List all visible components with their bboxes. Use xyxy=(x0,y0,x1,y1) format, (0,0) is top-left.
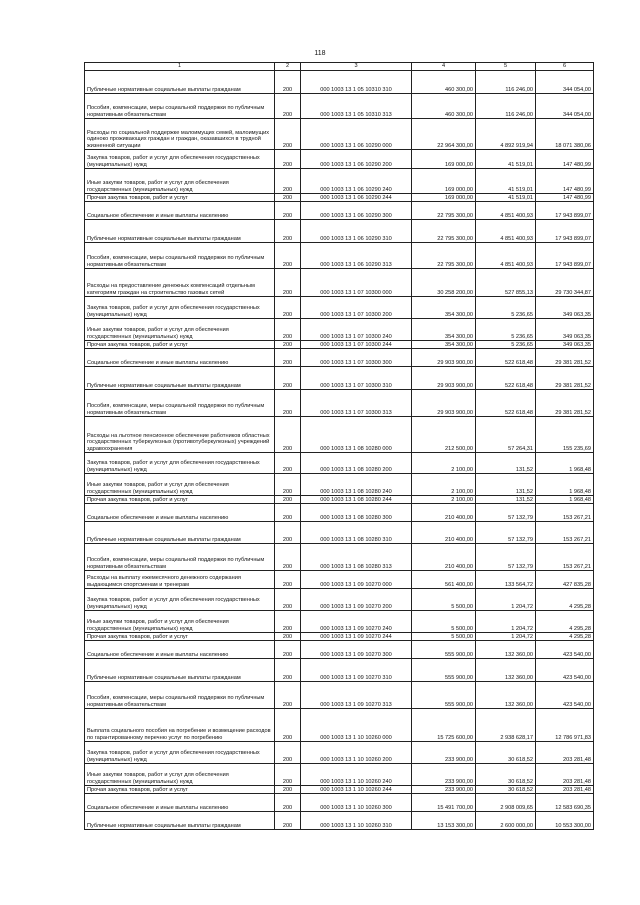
row-value-4: 13 153 300,00 xyxy=(412,812,476,830)
row-value-4: 212 500,00 xyxy=(412,417,476,453)
row-name: Закупка товаров, работ и услуг для обеспечения государственных (муниципальных) нужд xyxy=(85,742,275,764)
row-value-4: 460 300,00 xyxy=(412,94,476,119)
column-header: 5 xyxy=(476,63,536,71)
row-value-6: 153 267,21 xyxy=(536,544,594,571)
table-row xyxy=(85,269,594,297)
row-value-5: 131,52 xyxy=(476,453,536,474)
row-value-6: 29 381 281,52 xyxy=(536,390,594,417)
row-col2: 200 xyxy=(275,633,301,641)
row-value-5: 30 618,52 xyxy=(476,786,536,794)
row-value-6: 17 943 899,07 xyxy=(536,202,594,220)
row-value-4: 460 300,00 xyxy=(412,71,476,94)
row-value-6: 10 553 300,00 xyxy=(536,812,594,830)
row-value-5: 41 519,01 xyxy=(476,150,536,169)
row-value-6: 427 835,28 xyxy=(536,571,594,589)
row-name: Социальное обеспечение и иные выплаты населению xyxy=(85,349,275,367)
row-col2: 200 xyxy=(275,243,301,269)
row-name: Иные закупки товаров, работ и услуг для обеспечения государственных (муниципальных) нужд xyxy=(85,611,275,633)
row-col2: 200 xyxy=(275,71,301,94)
row-code: 000 1003 13 1 09 10270 313 xyxy=(301,682,412,709)
table-row xyxy=(85,169,594,194)
row-name: Социальное обеспечение и иные выплаты населению xyxy=(85,794,275,812)
row-col2: 200 xyxy=(275,659,301,682)
table-row xyxy=(85,496,594,504)
table-row xyxy=(85,297,594,319)
table-row xyxy=(85,659,594,682)
table-row xyxy=(85,742,594,764)
row-code: 000 1003 13 1 06 10290 200 xyxy=(301,150,412,169)
row-col2: 200 xyxy=(275,297,301,319)
row-code: 000 1003 13 1 07 10300 240 xyxy=(301,319,412,341)
table-row xyxy=(85,341,594,349)
row-code: 000 1003 13 1 08 10280 300 xyxy=(301,504,412,522)
row-name: Публичные нормативные социальные выплаты гражданам xyxy=(85,367,275,390)
row-value-4: 354 300,00 xyxy=(412,297,476,319)
row-value-4: 29 903 900,00 xyxy=(412,367,476,390)
page-number: 118 xyxy=(314,50,326,57)
table-row xyxy=(85,764,594,786)
row-name: Закупка товаров, работ и услуг для обеспечения государственных (муниципальных) нужд xyxy=(85,297,275,319)
row-value-5: 132 360,00 xyxy=(476,659,536,682)
row-value-6: 29 381 281,52 xyxy=(536,349,594,367)
row-code: 000 1003 13 1 07 10300 244 xyxy=(301,341,412,349)
row-value-5: 30 618,52 xyxy=(476,764,536,786)
row-value-4: 354 300,00 xyxy=(412,341,476,349)
table-row xyxy=(85,589,594,611)
row-value-5: 131,52 xyxy=(476,496,536,504)
row-value-5: 1 204,72 xyxy=(476,611,536,633)
row-col2: 200 xyxy=(275,169,301,194)
row-col2: 200 xyxy=(275,786,301,794)
row-name: Публичные нормативные социальные выплаты гражданам xyxy=(85,71,275,94)
row-value-5: 132 360,00 xyxy=(476,641,536,659)
table-row xyxy=(85,119,594,150)
row-col2: 200 xyxy=(275,474,301,496)
row-value-6: 29 381 281,52 xyxy=(536,367,594,390)
row-value-6: 344 054,00 xyxy=(536,94,594,119)
table-row xyxy=(85,504,594,522)
row-code: 000 1003 13 1 06 10290 240 xyxy=(301,169,412,194)
row-value-5: 5 236,65 xyxy=(476,341,536,349)
table-row xyxy=(85,641,594,659)
row-code: 000 1003 13 1 08 10280 200 xyxy=(301,453,412,474)
row-value-5: 57 264,31 xyxy=(476,417,536,453)
row-value-4: 169 000,00 xyxy=(412,169,476,194)
row-name: Пособия, компенсации, меры социальной поддержки по публичным нормативным обязательствам xyxy=(85,94,275,119)
row-value-4: 2 100,00 xyxy=(412,496,476,504)
row-value-5: 4 851 400,93 xyxy=(476,243,536,269)
row-value-6: 147 480,99 xyxy=(536,169,594,194)
row-col2: 200 xyxy=(275,349,301,367)
row-name: Публичные нормативные социальные выплаты гражданам xyxy=(85,220,275,243)
table-row xyxy=(85,71,594,94)
table-row xyxy=(85,682,594,709)
table-row xyxy=(85,194,594,202)
row-col2: 200 xyxy=(275,390,301,417)
row-value-4: 5 500,00 xyxy=(412,589,476,611)
row-value-6: 153 267,21 xyxy=(536,504,594,522)
row-value-5: 1 204,72 xyxy=(476,633,536,641)
table-row xyxy=(85,709,594,742)
row-value-5: 132 360,00 xyxy=(476,682,536,709)
row-value-5: 527 855,13 xyxy=(476,269,536,297)
row-col2: 200 xyxy=(275,709,301,742)
row-value-4: 555 900,00 xyxy=(412,659,476,682)
row-code: 000 1003 13 1 05 10310 310 xyxy=(301,71,412,94)
row-value-6: 1 968,48 xyxy=(536,496,594,504)
row-value-4: 210 400,00 xyxy=(412,544,476,571)
table-row xyxy=(85,202,594,220)
row-code: 000 1003 13 1 09 10270 000 xyxy=(301,571,412,589)
row-value-6: 344 054,00 xyxy=(536,71,594,94)
row-col2: 200 xyxy=(275,742,301,764)
row-value-4: 29 903 900,00 xyxy=(412,390,476,417)
row-value-6: 4 295,28 xyxy=(536,589,594,611)
row-value-5: 1 204,72 xyxy=(476,589,536,611)
row-value-6: 4 295,28 xyxy=(536,611,594,633)
row-code: 000 1003 13 1 06 10290 310 xyxy=(301,220,412,243)
row-value-4: 22 795 300,00 xyxy=(412,243,476,269)
table-row xyxy=(85,633,594,641)
row-value-6: 203 281,48 xyxy=(536,742,594,764)
row-col2: 200 xyxy=(275,764,301,786)
row-code: 000 1003 13 1 09 10270 200 xyxy=(301,589,412,611)
row-col2: 200 xyxy=(275,202,301,220)
row-value-5: 5 236,65 xyxy=(476,297,536,319)
row-name: Иные закупки товаров, работ и услуг для обеспечения государственных (муниципальных) нужд xyxy=(85,764,275,786)
row-value-5: 57 132,79 xyxy=(476,522,536,544)
row-value-5: 2 908 009,65 xyxy=(476,794,536,812)
row-value-5: 5 236,65 xyxy=(476,319,536,341)
table-row xyxy=(85,571,594,589)
row-value-5: 522 618,48 xyxy=(476,390,536,417)
row-value-6: 12 583 690,35 xyxy=(536,794,594,812)
row-value-5: 57 132,79 xyxy=(476,504,536,522)
row-value-5: 41 519,01 xyxy=(476,194,536,202)
row-value-4: 22 795 300,00 xyxy=(412,220,476,243)
row-value-6: 423 540,00 xyxy=(536,682,594,709)
row-col2: 200 xyxy=(275,496,301,504)
row-value-5: 131,52 xyxy=(476,474,536,496)
row-value-4: 15 491 700,00 xyxy=(412,794,476,812)
row-value-6: 1 968,48 xyxy=(536,474,594,496)
row-value-5: 2 600 000,00 xyxy=(476,812,536,830)
row-value-4: 210 400,00 xyxy=(412,504,476,522)
row-name: Публичные нормативные социальные выплаты гражданам xyxy=(85,522,275,544)
row-value-4: 169 000,00 xyxy=(412,194,476,202)
row-code: 000 1003 13 1 07 10300 300 xyxy=(301,349,412,367)
row-code: 000 1003 13 1 06 10290 244 xyxy=(301,194,412,202)
row-name: Публичные нормативные социальные выплаты гражданам xyxy=(85,659,275,682)
row-name: Закупка товаров, работ и услуг для обеспечения государственных (муниципальных) нужд xyxy=(85,589,275,611)
row-code: 000 1003 13 1 09 10270 300 xyxy=(301,641,412,659)
row-value-4: 29 903 900,00 xyxy=(412,349,476,367)
row-code: 000 1003 13 1 07 10300 000 xyxy=(301,269,412,297)
row-value-4: 2 100,00 xyxy=(412,453,476,474)
row-value-4: 5 500,00 xyxy=(412,633,476,641)
row-value-5: 41 519,01 xyxy=(476,169,536,194)
column-header: 1 xyxy=(85,63,275,71)
row-col2: 200 xyxy=(275,94,301,119)
row-code: 000 1003 13 1 08 10280 313 xyxy=(301,544,412,571)
row-value-6: 1 968,48 xyxy=(536,453,594,474)
row-value-5: 133 564,72 xyxy=(476,571,536,589)
row-value-5: 522 618,48 xyxy=(476,367,536,390)
row-name: Расходы по социальной поддержке малоимущих семей, малоимущих одиноко проживающих граждан и граждан, оказавшихся в трудной жизненной ситуации xyxy=(85,119,275,150)
row-code: 000 1003 13 1 08 10280 244 xyxy=(301,496,412,504)
table-body xyxy=(85,63,594,830)
row-code: 000 1003 13 1 08 10280 240 xyxy=(301,474,412,496)
row-col2: 200 xyxy=(275,269,301,297)
row-col2: 200 xyxy=(275,812,301,830)
row-value-6: 17 943 899,07 xyxy=(536,243,594,269)
row-code: 000 1003 13 1 07 10300 200 xyxy=(301,297,412,319)
table-row xyxy=(85,417,594,453)
row-value-6: 203 281,48 xyxy=(536,786,594,794)
row-value-4: 233 900,00 xyxy=(412,786,476,794)
row-name: Социальное обеспечение и иные выплаты населению xyxy=(85,202,275,220)
table-row xyxy=(85,474,594,496)
row-value-4: 555 900,00 xyxy=(412,682,476,709)
row-value-6: 423 540,00 xyxy=(536,659,594,682)
row-name: Пособия, компенсации, меры социальной поддержки по публичным нормативным обязательствам xyxy=(85,390,275,417)
table-row xyxy=(85,243,594,269)
table-row xyxy=(85,367,594,390)
row-value-6: 18 071 380,06 xyxy=(536,119,594,150)
row-value-6: 349 063,35 xyxy=(536,341,594,349)
row-value-5: 4 851 400,93 xyxy=(476,220,536,243)
budget-table xyxy=(84,62,594,830)
row-col2: 200 xyxy=(275,417,301,453)
row-value-4: 2 100,00 xyxy=(412,474,476,496)
table-row xyxy=(85,544,594,571)
row-col2: 200 xyxy=(275,682,301,709)
row-name: Социальное обеспечение и иные выплаты населению xyxy=(85,504,275,522)
row-value-6: 4 295,28 xyxy=(536,633,594,641)
row-col2: 200 xyxy=(275,220,301,243)
table-row xyxy=(85,794,594,812)
table-row xyxy=(85,94,594,119)
row-code: 000 1003 13 1 09 10270 244 xyxy=(301,633,412,641)
row-name: Прочая закупка товаров, работ и услуг xyxy=(85,633,275,641)
row-code: 000 1003 13 1 10 10260 310 xyxy=(301,812,412,830)
table-row xyxy=(85,812,594,830)
column-header-row xyxy=(85,63,594,71)
row-col2: 200 xyxy=(275,611,301,633)
column-header: 4 xyxy=(412,63,476,71)
row-value-4: 233 900,00 xyxy=(412,764,476,786)
row-name: Закупка товаров, работ и услуг для обеспечения государственных (муниципальных) нужд xyxy=(85,453,275,474)
row-value-5: 522 618,48 xyxy=(476,349,536,367)
row-name: Расходы на предоставление денежных компенсаций отдельным категориям граждан на строительство газовых сетей xyxy=(85,269,275,297)
row-value-6: 349 063,35 xyxy=(536,297,594,319)
table-row xyxy=(85,349,594,367)
row-name: Закупка товаров, работ и услуг для обеспечения государственных (муниципальных) нужд xyxy=(85,150,275,169)
row-col2: 200 xyxy=(275,341,301,349)
row-code: 000 1003 13 1 05 10310 313 xyxy=(301,94,412,119)
row-code: 000 1003 13 1 09 10270 310 xyxy=(301,659,412,682)
row-code: 000 1003 13 1 08 10280 000 xyxy=(301,417,412,453)
row-name: Социальное обеспечение и иные выплаты населению xyxy=(85,641,275,659)
column-header: 6 xyxy=(536,63,594,71)
table-row xyxy=(85,220,594,243)
row-col2: 200 xyxy=(275,453,301,474)
row-value-6: 147 480,99 xyxy=(536,150,594,169)
row-name: Расходы на выплату ежемесячного денежного содержания выдающимся спортсменам и тренерам xyxy=(85,571,275,589)
row-value-4: 169 000,00 xyxy=(412,150,476,169)
row-code: 000 1003 13 1 10 10260 000 xyxy=(301,709,412,742)
row-name: Прочая закупка товаров, работ и услуг xyxy=(85,496,275,504)
row-code: 000 1003 13 1 09 10270 240 xyxy=(301,611,412,633)
row-col2: 200 xyxy=(275,589,301,611)
row-col2: 200 xyxy=(275,367,301,390)
row-name: Пособия, компенсации, меры социальной поддержки по публичным нормативным обязательствам xyxy=(85,682,275,709)
table-row xyxy=(85,453,594,474)
table-row xyxy=(85,611,594,633)
row-col2: 200 xyxy=(275,571,301,589)
row-value-6: 203 281,48 xyxy=(536,764,594,786)
column-header: 3 xyxy=(301,63,412,71)
row-value-4: 561 400,00 xyxy=(412,571,476,589)
row-value-5: 4 851 400,93 xyxy=(476,202,536,220)
row-value-5: 2 938 628,17 xyxy=(476,709,536,742)
row-value-5: 57 132,79 xyxy=(476,544,536,571)
row-value-4: 22 964 300,00 xyxy=(412,119,476,150)
row-code: 000 1003 13 1 06 10290 000 xyxy=(301,119,412,150)
row-value-4: 354 300,00 xyxy=(412,319,476,341)
table-row xyxy=(85,319,594,341)
row-value-4: 233 900,00 xyxy=(412,742,476,764)
row-name: Пособия, компенсации, меры социальной поддержки по публичным нормативным обязательствам xyxy=(85,243,275,269)
row-name: Прочая закупка товаров, работ и услуг xyxy=(85,786,275,794)
row-value-4: 22 795 300,00 xyxy=(412,202,476,220)
row-col2: 200 xyxy=(275,794,301,812)
row-name: Публичные нормативные социальные выплаты гражданам xyxy=(85,812,275,830)
row-col2: 200 xyxy=(275,150,301,169)
row-code: 000 1003 13 1 06 10290 300 xyxy=(301,202,412,220)
row-value-6: 147 480,99 xyxy=(536,194,594,202)
row-value-6: 29 730 344,87 xyxy=(536,269,594,297)
row-value-6: 153 267,21 xyxy=(536,522,594,544)
row-name: Выплата социального пособия на погребение и возмещение расходов по гарантированному перечню услуг по погребению xyxy=(85,709,275,742)
row-value-4: 5 500,00 xyxy=(412,611,476,633)
row-code: 000 1003 13 1 07 10300 313 xyxy=(301,390,412,417)
row-value-6: 17 943 899,07 xyxy=(536,220,594,243)
row-col2: 200 xyxy=(275,319,301,341)
row-name: Расходы на льготное пенсионное обеспечение работников областных государственных туберкулезных (противотуберкулезных) учреждений здравоохранения xyxy=(85,417,275,453)
row-code: 000 1003 13 1 10 10260 244 xyxy=(301,786,412,794)
row-col2: 200 xyxy=(275,641,301,659)
row-value-6: 155 235,69 xyxy=(536,417,594,453)
table-row xyxy=(85,786,594,794)
row-value-5: 116 246,00 xyxy=(476,94,536,119)
row-col2: 200 xyxy=(275,522,301,544)
row-value-6: 12 786 971,83 xyxy=(536,709,594,742)
row-value-4: 555 900,00 xyxy=(412,641,476,659)
row-name: Прочая закупка товаров, работ и услуг xyxy=(85,341,275,349)
row-name: Прочая закупка товаров, работ и услуг xyxy=(85,194,275,202)
row-name: Иные закупки товаров, работ и услуг для обеспечения государственных (муниципальных) нужд xyxy=(85,169,275,194)
row-code: 000 1003 13 1 06 10290 313 xyxy=(301,243,412,269)
row-value-5: 116 246,00 xyxy=(476,71,536,94)
row-value-5: 4 892 919,94 xyxy=(476,119,536,150)
row-name: Иные закупки товаров, работ и услуг для обеспечения государственных (муниципальных) нужд xyxy=(85,474,275,496)
row-code: 000 1003 13 1 08 10280 310 xyxy=(301,522,412,544)
row-name: Пособия, компенсации, меры социальной поддержки по публичным нормативным обязательствам xyxy=(85,544,275,571)
table-row xyxy=(85,150,594,169)
row-value-6: 349 063,35 xyxy=(536,319,594,341)
row-code: 000 1003 13 1 10 10260 240 xyxy=(301,764,412,786)
table-row xyxy=(85,522,594,544)
row-value-4: 210 400,00 xyxy=(412,522,476,544)
row-col2: 200 xyxy=(275,504,301,522)
row-value-4: 30 258 200,00 xyxy=(412,269,476,297)
column-header: 2 xyxy=(275,63,301,71)
row-col2: 200 xyxy=(275,119,301,150)
row-col2: 200 xyxy=(275,544,301,571)
row-code: 000 1003 13 1 07 10300 310 xyxy=(301,367,412,390)
row-code: 000 1003 13 1 10 10260 200 xyxy=(301,742,412,764)
row-name: Иные закупки товаров, работ и услуг для обеспечения государственных (муниципальных) нужд xyxy=(85,319,275,341)
row-col2: 200 xyxy=(275,194,301,202)
row-code: 000 1003 13 1 10 10260 300 xyxy=(301,794,412,812)
row-value-4: 15 725 600,00 xyxy=(412,709,476,742)
row-value-6: 423 540,00 xyxy=(536,641,594,659)
table-row xyxy=(85,390,594,417)
row-value-5: 30 618,52 xyxy=(476,742,536,764)
